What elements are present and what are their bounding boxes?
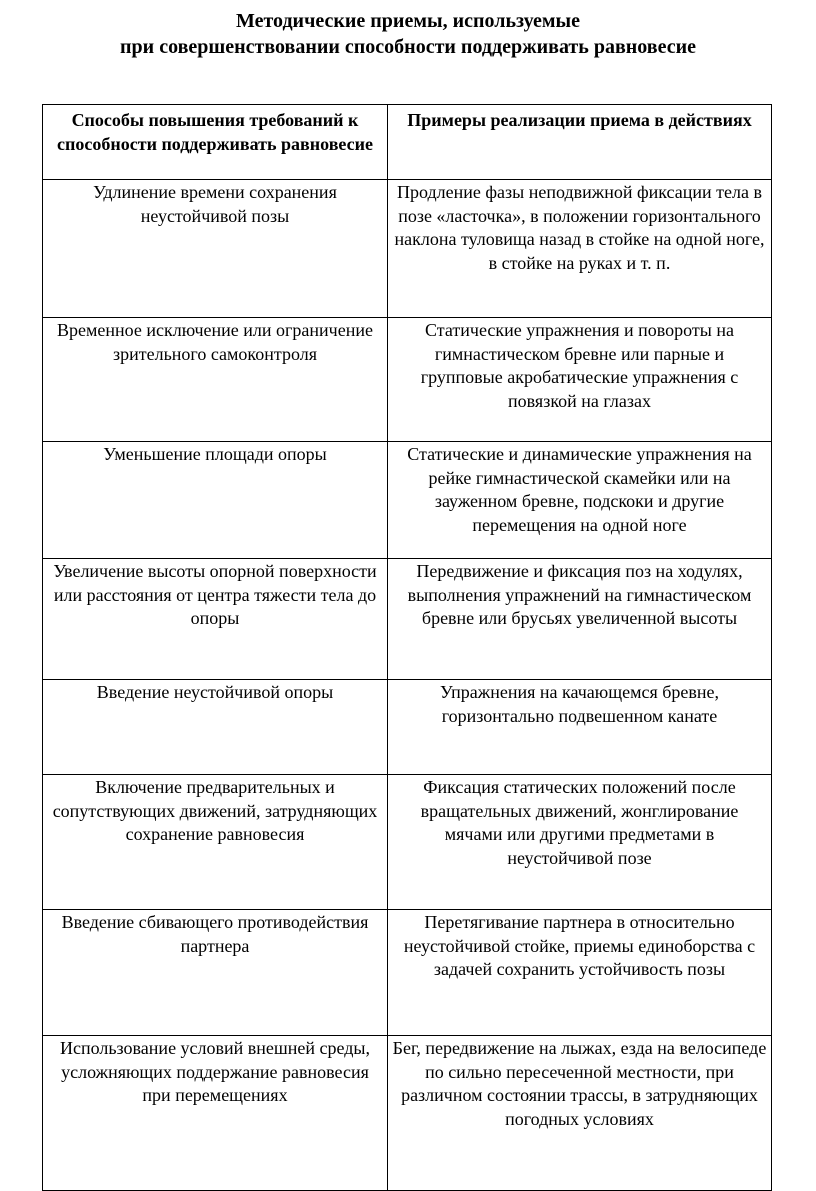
table-row bbox=[43, 180, 772, 318]
table-row bbox=[43, 680, 772, 775]
example-cell: Передвижение и фиксация поз на ходулях, выполнения упражнений на гимнастическом бревне или брусьях увеличенной высоты bbox=[388, 559, 772, 680]
table-row bbox=[43, 1036, 772, 1191]
example-cell: Бег, передвижение на лыжах, езда на велосипеде по сильно пересеченной местности, при различном состоянии трассы, в затрудняющих погодных условиях bbox=[388, 1036, 772, 1191]
page-title-line-2: при совершенствовании способности поддерживать равновесие bbox=[120, 36, 696, 58]
method-cell: Включение предварительных и сопутствующих движений, затрудняющих сохранение равновесия bbox=[43, 775, 388, 910]
method-cell: Введение сбивающего противодействия партнера bbox=[43, 910, 388, 1036]
header-methods: Способы повышения требований к способности поддерживать равновесие bbox=[43, 105, 388, 180]
table-row bbox=[43, 442, 772, 559]
method-cell: Использование условий внешней среды, усложняющих поддержание равновесия при перемещениях bbox=[43, 1036, 388, 1191]
example-cell: Продление фазы неподвижной фиксации тела в позе «ласточка», в положении горизонтального наклона туловища назад в стойке на одной ноге, в стойке на руках и т. п. bbox=[388, 180, 772, 318]
table-header-row bbox=[43, 105, 772, 180]
method-cell: Временное исключение или ограничение зрительного самоконтроля bbox=[43, 318, 388, 442]
table-row bbox=[43, 910, 772, 1036]
methods-table bbox=[42, 104, 772, 1191]
example-cell: Упражнения на качающемся бревне, горизонтально подвешенном канате bbox=[388, 680, 772, 775]
page-title bbox=[0, 8, 816, 60]
table-row bbox=[43, 559, 772, 680]
table-row bbox=[43, 775, 772, 910]
method-cell: Введение неустойчивой опоры bbox=[43, 680, 388, 775]
page-title-line-1: Методические приемы, используемые bbox=[235, 10, 581, 32]
example-cell: Фиксация статических положений после вращательных движений, жонглирование мячами или другими предметами в неустойчивой позе bbox=[388, 775, 772, 910]
method-cell: Удлинение времени сохранения неустойчивой позы bbox=[43, 180, 388, 318]
method-cell: Увеличение высоты опорной поверхности или расстояния от центра тяжести тела до опоры bbox=[43, 559, 388, 680]
example-cell: Статические упражнения и повороты на гимнастическом бревне или парные и групповые акробатические упражнения с повязкой на глазах bbox=[388, 318, 772, 442]
header-examples: Примеры реализации приема в действиях bbox=[388, 105, 772, 180]
example-cell: Перетягивание партнера в относительно неустойчивой стойке, приемы единоборства с задачей сохранить устойчивость позы bbox=[388, 910, 772, 1036]
method-cell: Уменьшение площади опоры bbox=[43, 442, 388, 559]
example-cell: Статические и динамические упражнения на рейке гимнастической скамейки или на зауженном бревне, подскоки и другие перемещения на одной ноге bbox=[388, 442, 772, 559]
table-row bbox=[43, 318, 772, 442]
